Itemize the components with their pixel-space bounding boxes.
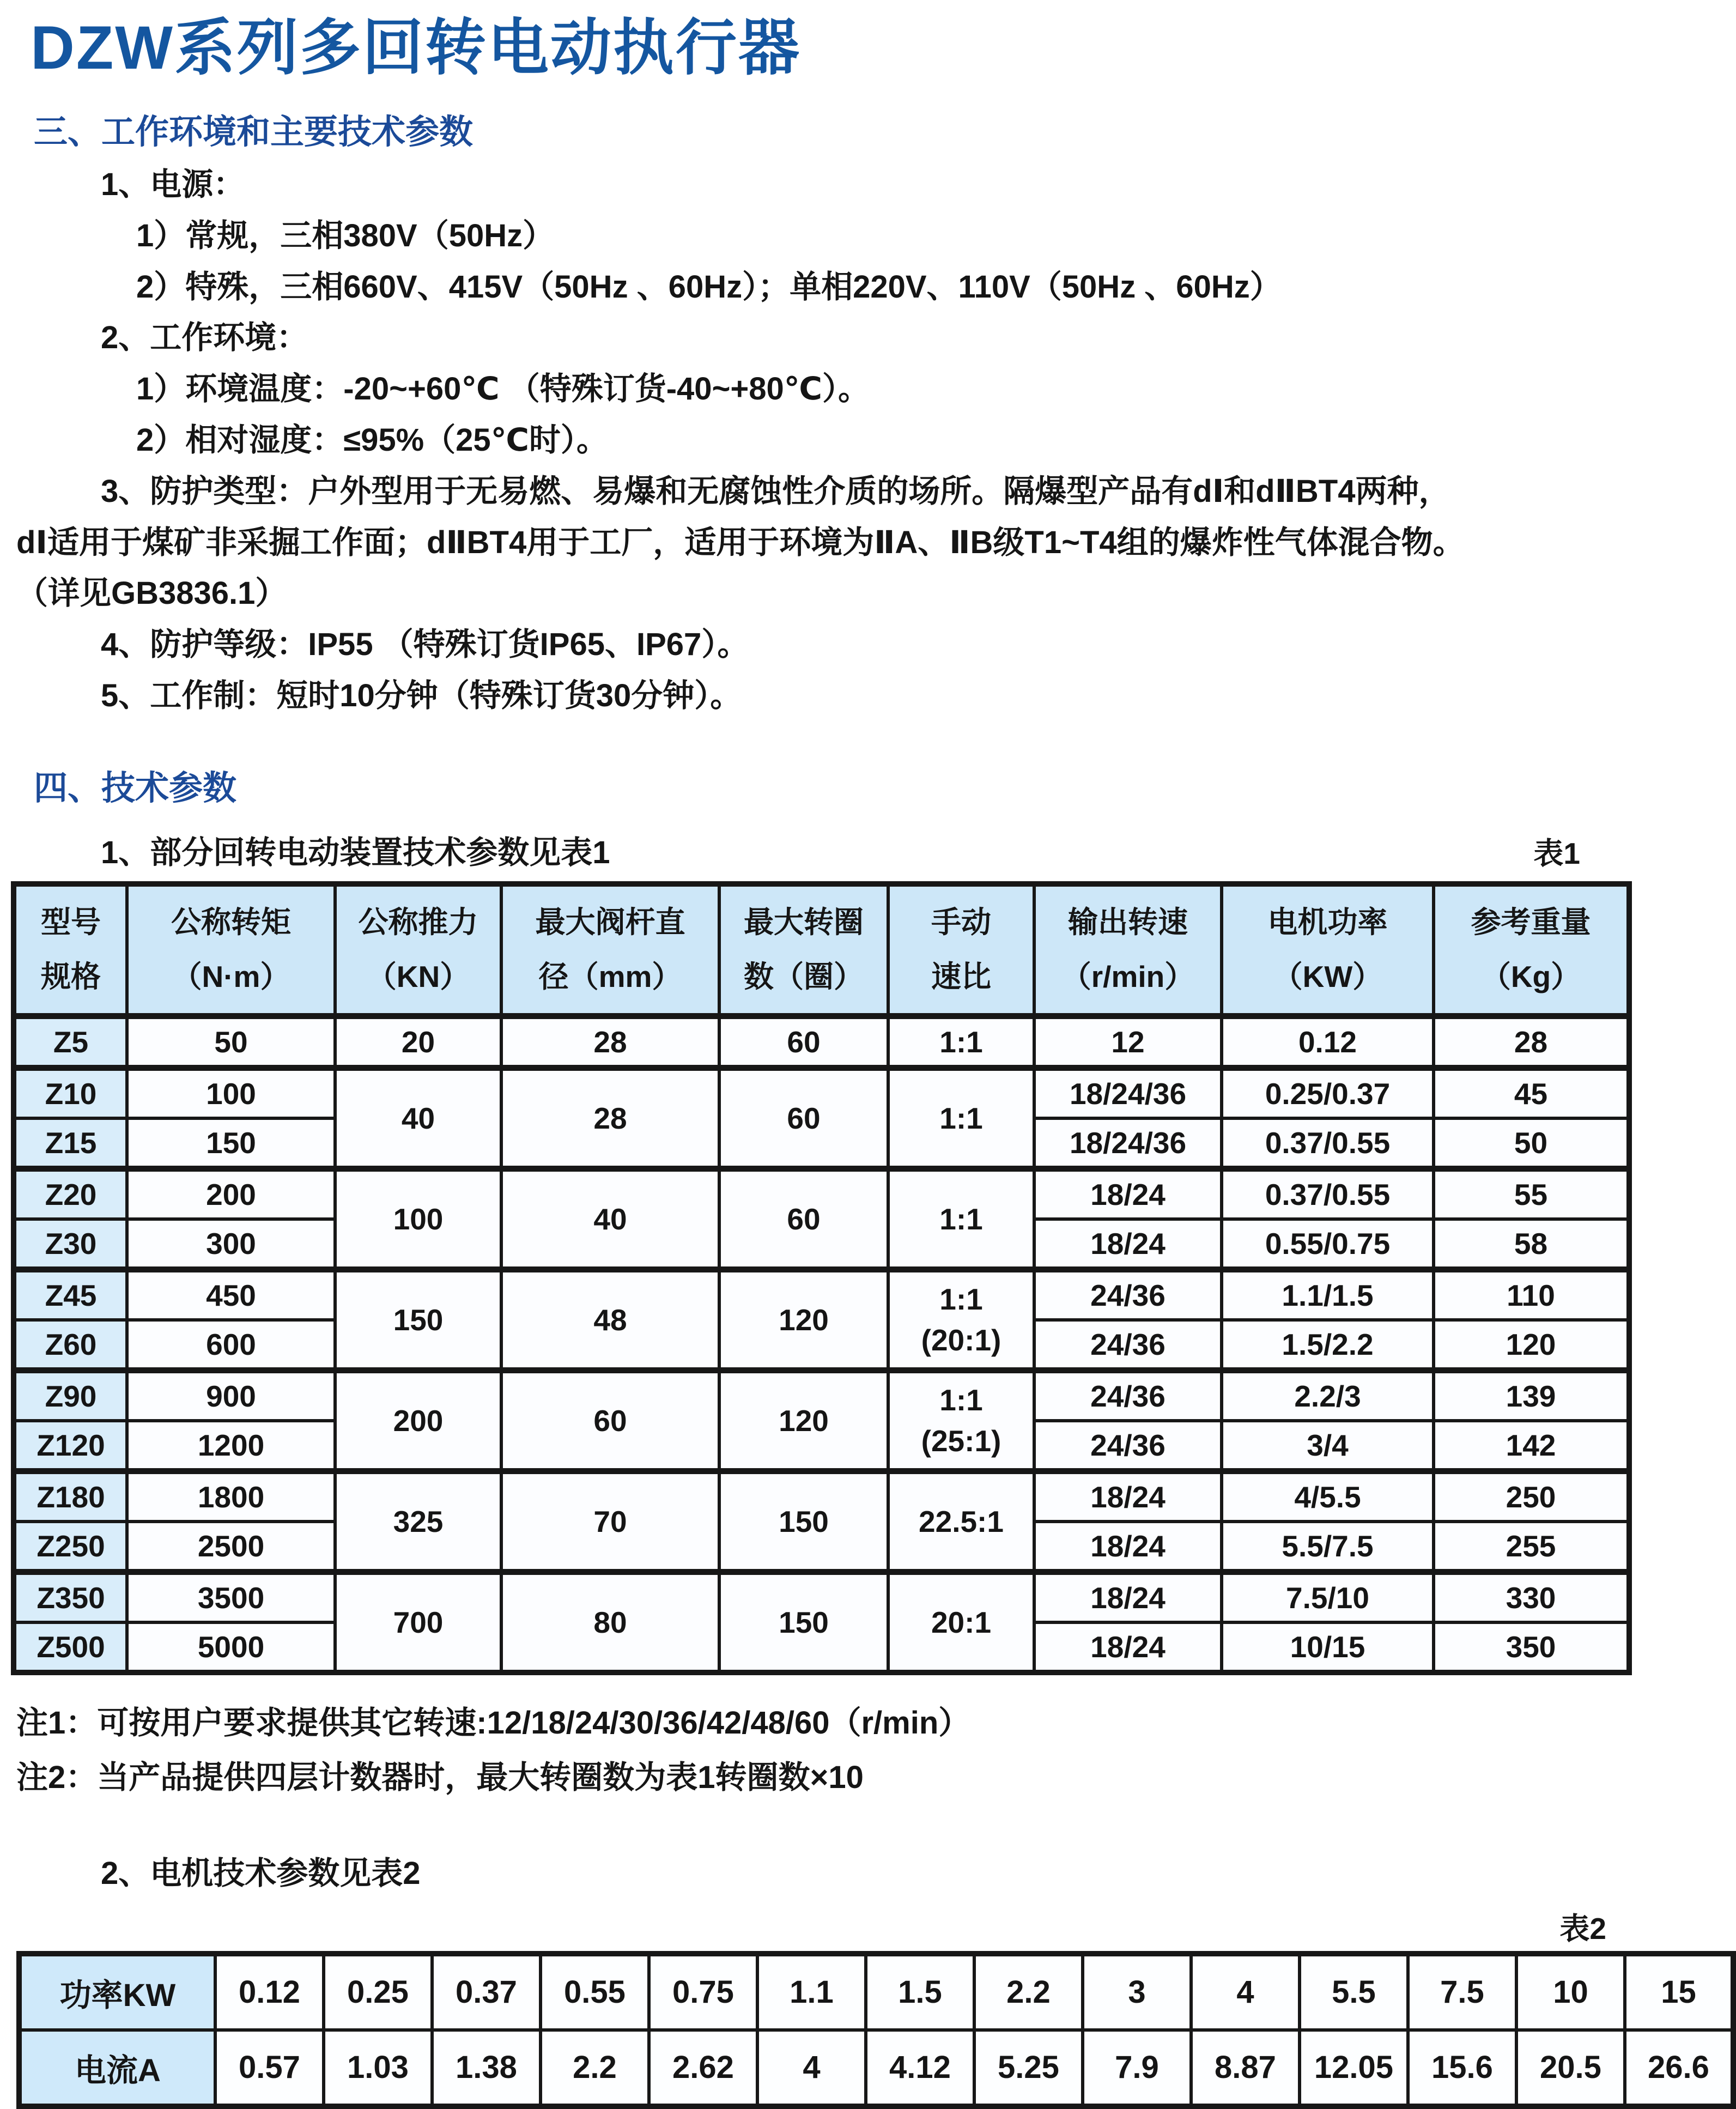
model-cell: Z5 <box>14 1016 127 1068</box>
value-cell: 300 <box>127 1219 335 1270</box>
value-cell: 2.2/3 <box>1222 1370 1434 1421</box>
value-cell: 3/4 <box>1222 1421 1434 1471</box>
value-cell: 28 <box>1434 1016 1629 1068</box>
value-cell: 700 <box>335 1572 501 1672</box>
header-cell-ratio: 手动 速比 <box>888 884 1034 1016</box>
value-cell: 150 <box>335 1269 501 1370</box>
text-line-temperature: 1）环境温度：-20~+60℃ （特殊订货-40~+80℃）。 <box>136 371 870 407</box>
value-cell: 7.9 <box>1083 2030 1191 2106</box>
value-cell: 2.2 <box>974 1954 1083 2030</box>
model-cell: Z10 <box>14 1068 127 1118</box>
value-cell: 150 <box>719 1471 888 1572</box>
value-cell: 110 <box>1434 1269 1629 1320</box>
value-cell: 5.5/7.5 <box>1222 1522 1434 1572</box>
header-cell-torque: 公称转矩 （N·m） <box>127 884 335 1016</box>
table-row-z5 <box>14 1016 1629 1068</box>
header-cell-weight: 参考重量 （Kg） <box>1434 884 1629 1016</box>
value-cell: 18/24 <box>1034 1622 1222 1672</box>
value-cell: 60 <box>719 1068 888 1168</box>
model-cell: Z500 <box>14 1622 127 1672</box>
note-1: 注1：可按用户要求提供其它转速:12/18/24/30/36/42/48/60（r/min） <box>16 1705 970 1741</box>
table-row-z180 <box>14 1471 1629 1522</box>
value-cell: 120 <box>1434 1320 1629 1371</box>
value-cell: 200 <box>127 1168 335 1219</box>
value-cell: 330 <box>1434 1572 1629 1622</box>
model-cell: Z45 <box>14 1269 127 1320</box>
text-line-protection-type-1: 3、防护类型：户外型用于无易燃、易爆和无腐蚀性介质的场所。隔爆型产品有dⅠ和dⅡBT4两种， <box>101 473 1450 509</box>
value-cell: 0.25/0.37 <box>1222 1068 1434 1118</box>
header-cell-thrust: 公称推力 （KN） <box>335 884 501 1016</box>
value-cell: 1.1 <box>757 1954 866 2030</box>
section4-heading: 四、技术参数 <box>34 769 237 807</box>
value-cell: 40 <box>501 1168 719 1269</box>
value-cell: 5.25 <box>974 2030 1083 2106</box>
value-cell: 24/36 <box>1034 1320 1222 1371</box>
table1-label: 表1 <box>1533 836 1580 870</box>
value-cell-ratio: 1:1 (20:1) <box>888 1269 1034 1370</box>
value-cell: 60 <box>719 1016 888 1068</box>
table-row-z45 <box>14 1269 1629 1320</box>
value-cell: 45 <box>1434 1068 1629 1118</box>
model-cell: Z90 <box>14 1370 127 1421</box>
value-cell: 24/36 <box>1034 1370 1222 1421</box>
value-cell: 142 <box>1434 1421 1629 1471</box>
header-cell-stem: 最大阀杆直 径（mm） <box>501 884 719 1016</box>
value-cell: 12.05 <box>1300 2030 1408 2106</box>
table-row-z90 <box>14 1370 1629 1421</box>
value-cell: 18/24/36 <box>1034 1118 1222 1169</box>
value-cell: 1.5 <box>866 1954 974 2030</box>
value-cell: 18/24 <box>1034 1168 1222 1219</box>
table-row-z350 <box>14 1572 1629 1622</box>
value-cell: 18/24 <box>1034 1522 1222 1572</box>
value-cell: 120 <box>719 1269 888 1370</box>
value-cell: 1.1/1.5 <box>1222 1269 1434 1320</box>
value-cell: 50 <box>1434 1118 1629 1169</box>
text-line-power-normal: 1）常规，三相380V（50Hz） <box>136 217 555 253</box>
value-cell: 150 <box>127 1118 335 1169</box>
header-cell-power: 电机功率 （KW） <box>1222 884 1434 1016</box>
text-line-duty-cycle: 5、工作制：短时10分钟（特殊订货30分钟）。 <box>101 677 742 713</box>
value-cell: 3500 <box>127 1572 335 1622</box>
value-cell: 100 <box>335 1168 501 1269</box>
value-cell: 250 <box>1434 1471 1629 1522</box>
text-line-power: 1、电源： <box>101 166 245 202</box>
value-cell: 4 <box>1191 1954 1300 2030</box>
value-cell: 1800 <box>127 1471 335 1522</box>
text-line-protection-type-2: dⅠ适用于煤矿非采掘工作面；dⅡBT4用于工厂，适用于环境为ⅡA、ⅡB级T1~T4组的爆炸性气体混合物。 <box>16 524 1465 560</box>
table2-caption: 2、电机技术参数见表2 <box>101 1855 421 1891</box>
value-cell: 2500 <box>127 1522 335 1572</box>
value-cell: 60 <box>501 1370 719 1471</box>
model-cell: Z15 <box>14 1118 127 1169</box>
value-cell: 139 <box>1434 1370 1629 1421</box>
row-label-power: 功率KW <box>19 1954 215 2030</box>
value-cell: 4/5.5 <box>1222 1471 1434 1522</box>
value-cell: 20.5 <box>1516 2030 1625 2106</box>
value-cell: 1.38 <box>432 2030 541 2106</box>
value-cell: 80 <box>501 1572 719 1672</box>
value-cell: 5000 <box>127 1622 335 1672</box>
value-cell: 60 <box>719 1168 888 1269</box>
value-cell: 900 <box>127 1370 335 1421</box>
note-2: 注2：当产品提供四层计数器时，最大转圈数为表1转圈数×10 <box>16 1759 864 1795</box>
value-cell: 20:1 <box>888 1572 1034 1672</box>
value-cell: 28 <box>501 1068 719 1168</box>
value-cell: 28 <box>501 1016 719 1068</box>
value-cell: 50 <box>127 1016 335 1068</box>
value-cell: 18/24 <box>1034 1219 1222 1270</box>
value-cell: 0.12 <box>215 1954 324 2030</box>
text-line-humidity: 2）相对湿度：≤95%（25℃时）。 <box>136 422 608 458</box>
value-cell: 2.62 <box>649 2030 757 2106</box>
header-cell-model: 型号 规格 <box>14 884 127 1016</box>
value-cell: 1:1 <box>888 1068 1034 1168</box>
table1-header-row <box>14 884 1629 1016</box>
section3-heading: 三、工作环境和主要技术参数 <box>34 113 474 151</box>
value-cell: 325 <box>335 1471 501 1572</box>
text-line-protection-type-3: （详见GB3836.1） <box>16 575 287 611</box>
table2-power-row <box>19 1954 1733 2030</box>
page <box>0 13 1709 2088</box>
table2-label: 表2 <box>1559 1912 1606 1946</box>
value-cell: 120 <box>719 1370 888 1471</box>
table2 <box>16 1951 1736 2109</box>
value-cell: 4 <box>757 2030 866 2106</box>
value-cell: 100 <box>127 1068 335 1118</box>
value-cell: 1:1 <box>888 1016 1034 1068</box>
value-cell: 0.12 <box>1222 1016 1434 1068</box>
text-line-power-special: 2）特殊，三相660V、415V（50Hz 、60Hz）；单相220V、110V（50Hz 、60Hz） <box>136 269 1282 305</box>
value-cell: 10 <box>1516 1954 1625 2030</box>
table1 <box>11 881 1632 1675</box>
value-cell: 1:1 <box>888 1168 1034 1269</box>
value-cell: 12 <box>1034 1016 1222 1068</box>
value-cell: 7.5/10 <box>1222 1572 1434 1622</box>
value-cell: 4.12 <box>866 2030 974 2106</box>
table-row-z20 <box>14 1168 1629 1219</box>
value-cell: 48 <box>501 1269 719 1370</box>
value-cell: 0.37/0.55 <box>1222 1168 1434 1219</box>
value-cell: 1.03 <box>324 2030 432 2106</box>
value-cell: 58 <box>1434 1219 1629 1270</box>
value-cell: 600 <box>127 1320 335 1371</box>
value-cell: 24/36 <box>1034 1269 1222 1320</box>
value-cell: 450 <box>127 1269 335 1320</box>
value-cell: 15.6 <box>1408 2030 1516 2106</box>
table1-caption-row <box>101 827 1580 872</box>
table-row-z10 <box>14 1068 1629 1118</box>
value-cell: 3 <box>1083 1954 1191 2030</box>
value-cell: 18/24 <box>1034 1572 1222 1622</box>
value-cell: 15 <box>1625 1954 1733 2030</box>
table1-caption: 1、部分回转电动装置技术参数见表1 <box>101 834 610 870</box>
value-cell: 200 <box>335 1370 501 1471</box>
value-cell: 255 <box>1434 1522 1629 1572</box>
page-title: DZW系列多回转电动执行器 <box>31 14 802 82</box>
value-cell: 55 <box>1434 1168 1629 1219</box>
value-cell: 150 <box>719 1572 888 1672</box>
model-cell: Z120 <box>14 1421 127 1471</box>
value-cell: 0.55/0.75 <box>1222 1219 1434 1270</box>
value-cell: 40 <box>335 1068 501 1168</box>
model-cell: Z30 <box>14 1219 127 1270</box>
value-cell: 1200 <box>127 1421 335 1471</box>
value-cell: 18/24 <box>1034 1471 1222 1522</box>
value-cell: 20 <box>335 1016 501 1068</box>
value-cell: 0.57 <box>215 2030 324 2106</box>
model-cell: Z20 <box>14 1168 127 1219</box>
value-cell: 22.5:1 <box>888 1471 1034 1572</box>
value-cell: 0.25 <box>324 1954 432 2030</box>
value-cell: 2.2 <box>541 2030 649 2106</box>
table2-current-row <box>19 2030 1733 2106</box>
text-line-ip-rating: 4、防护等级：IP55 （特殊订货IP65、IP67）。 <box>101 627 749 663</box>
header-cell-speed: 输出转速 （r/min） <box>1034 884 1222 1016</box>
text-line-environment: 2、工作环境： <box>101 320 308 356</box>
value-cell: 0.75 <box>649 1954 757 2030</box>
value-cell: 1.5/2.2 <box>1222 1320 1434 1371</box>
row-label-current: 电流A <box>19 2030 215 2106</box>
value-cell: 350 <box>1434 1622 1629 1672</box>
header-cell-turns: 最大转圈 数（圈） <box>719 884 888 1016</box>
value-cell: 70 <box>501 1471 719 1572</box>
value-cell: 5.5 <box>1300 1954 1408 2030</box>
value-cell: 7.5 <box>1408 1954 1516 2030</box>
value-cell: 0.37/0.55 <box>1222 1118 1434 1169</box>
value-cell: 0.55 <box>541 1954 649 2030</box>
value-cell: 26.6 <box>1625 2030 1733 2106</box>
model-cell: Z350 <box>14 1572 127 1622</box>
value-cell: 10/15 <box>1222 1622 1434 1672</box>
value-cell: 24/36 <box>1034 1421 1222 1471</box>
model-cell: Z180 <box>14 1471 127 1522</box>
value-cell: 18/24/36 <box>1034 1068 1222 1118</box>
model-cell: Z60 <box>14 1320 127 1371</box>
model-cell: Z250 <box>14 1522 127 1572</box>
value-cell-ratio: 1:1 (25:1) <box>888 1370 1034 1471</box>
value-cell: 8.87 <box>1191 2030 1300 2106</box>
value-cell: 0.37 <box>432 1954 541 2030</box>
